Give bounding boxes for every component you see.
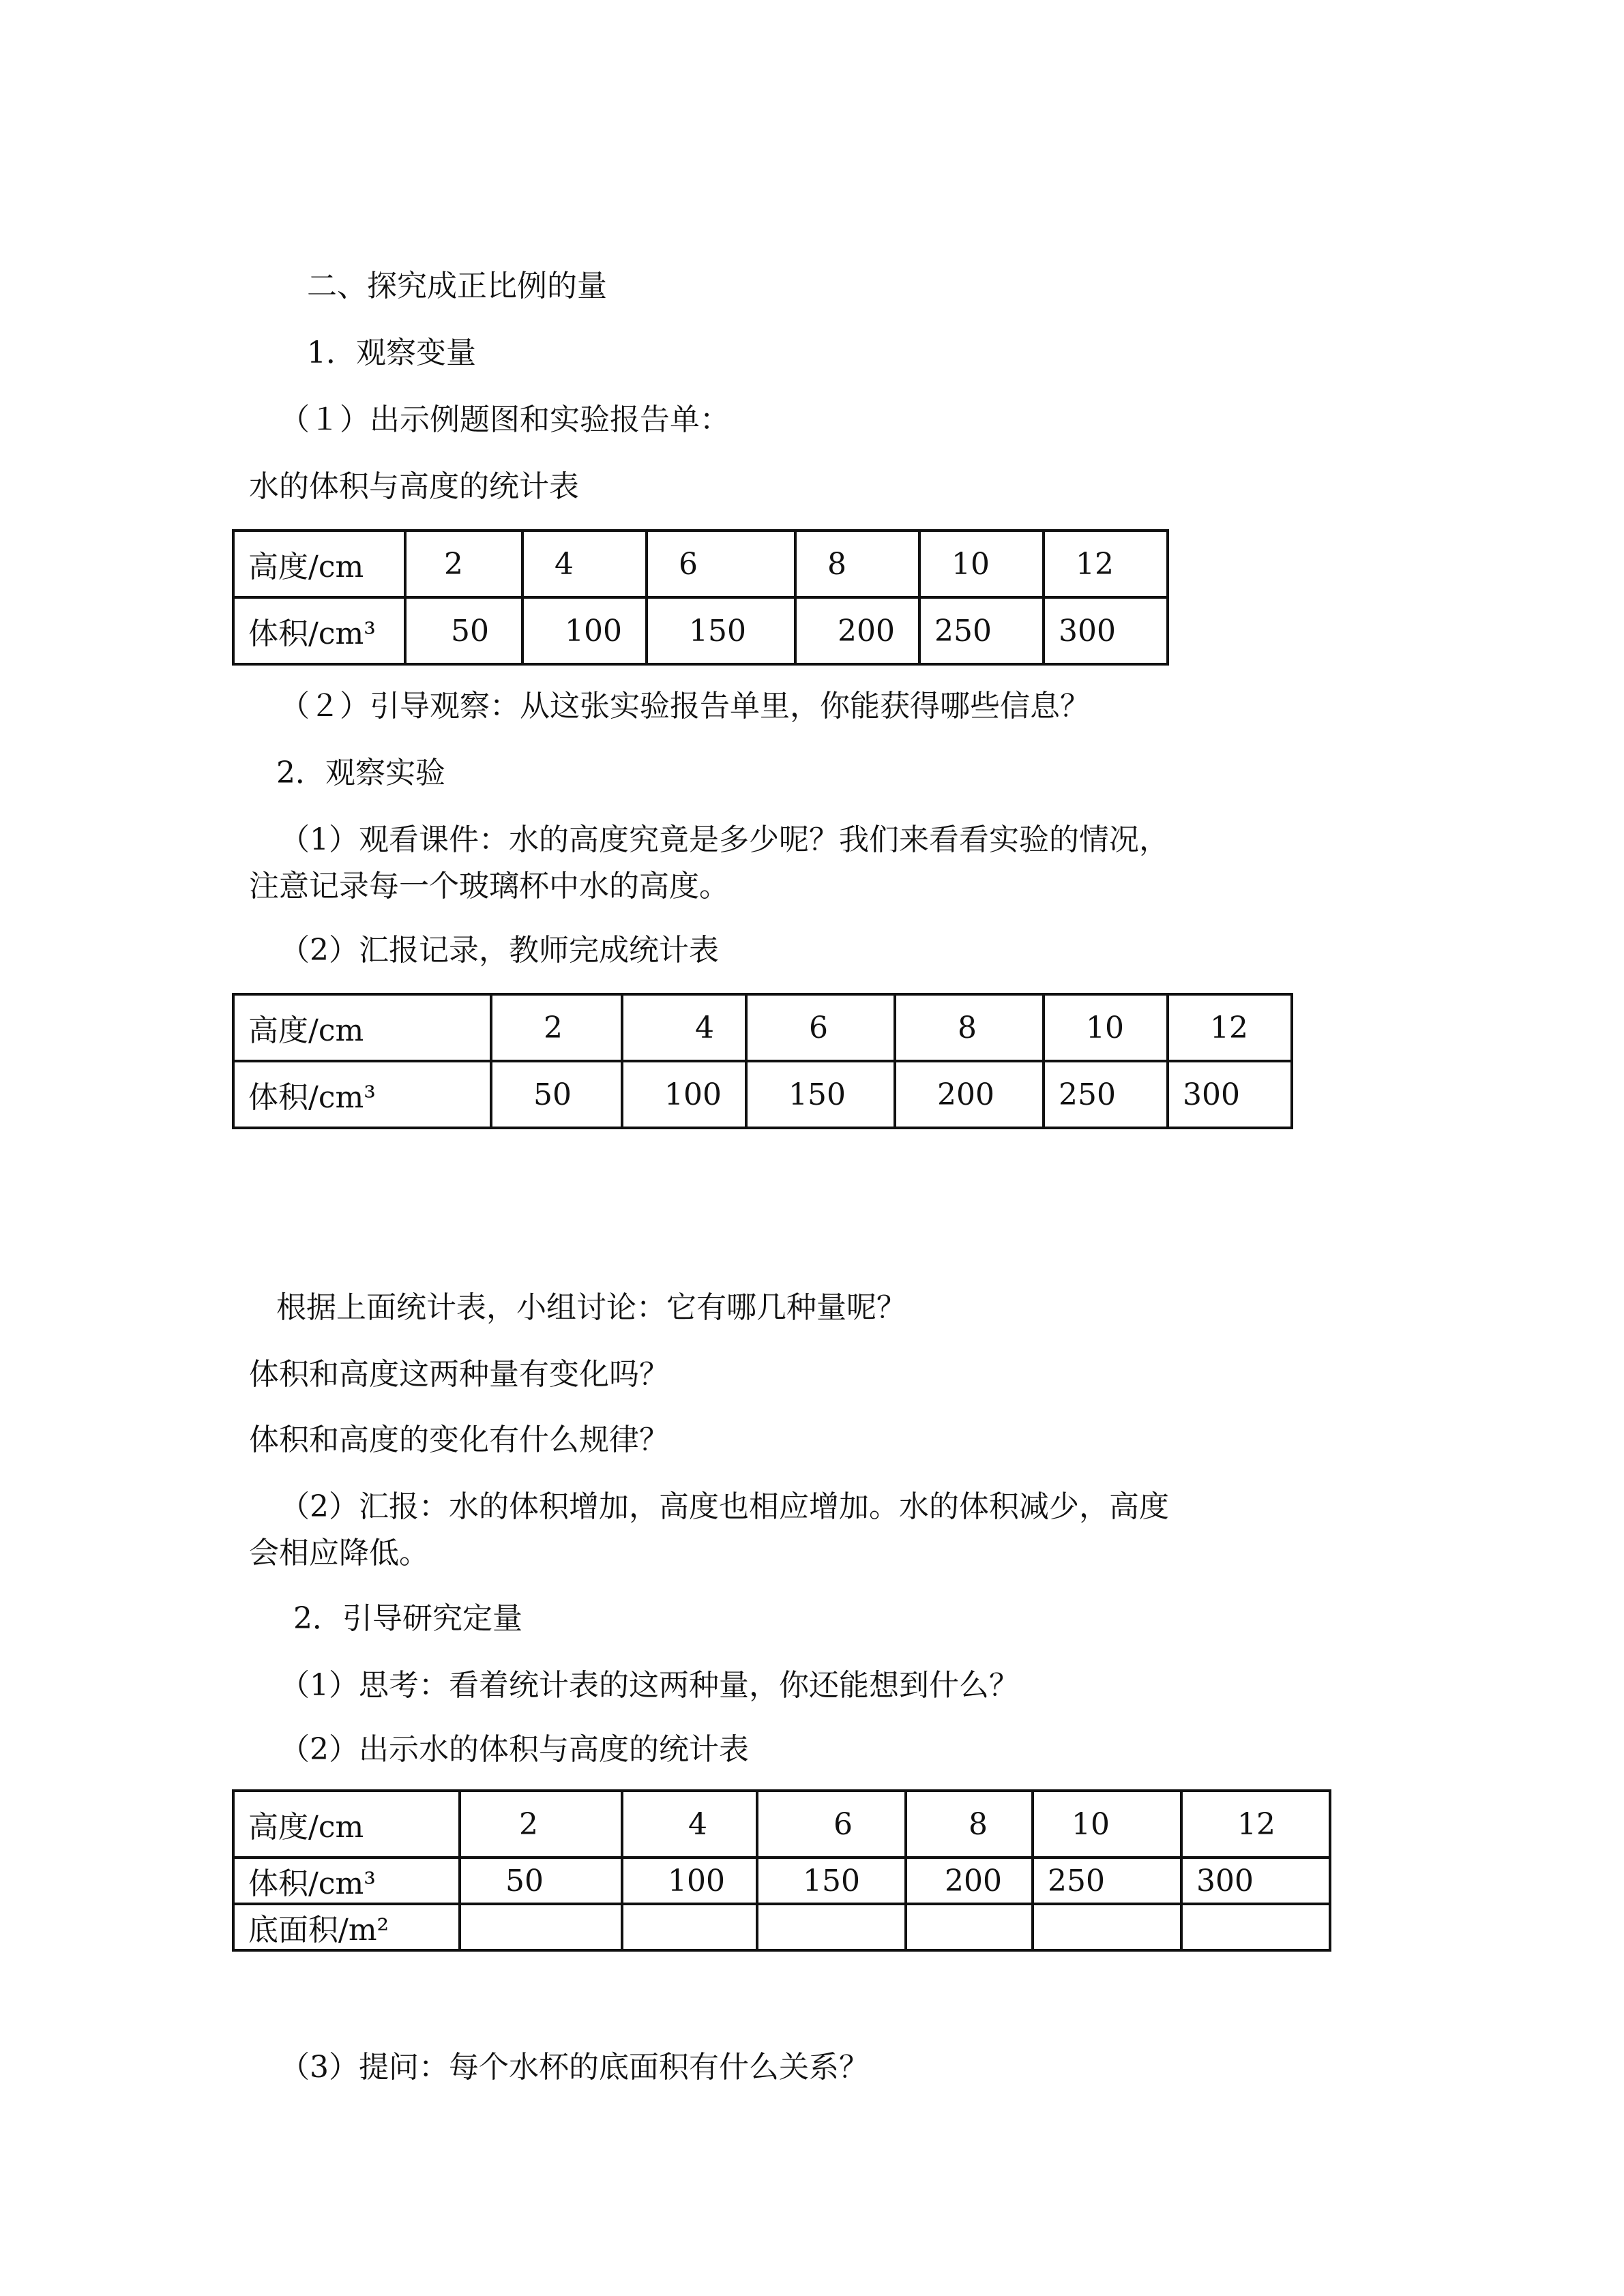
table-3-header-cell: 高度/cm	[233, 1791, 460, 1858]
table-2-header-cell: 高度/cm	[233, 994, 491, 1061]
discussion-line-3: 体积和高度的变化有什么规律？	[249, 1422, 669, 1457]
step-1-title: 1．观察变量	[307, 336, 476, 370]
step-3-title: 2．引导研究定量	[293, 1601, 522, 1636]
step-2-sub-1-line-2: 注意记录每一个玻璃杯中水的高度。	[249, 869, 729, 904]
table-1-cell: 12	[1044, 531, 1168, 597]
table-2-cell: 200	[895, 1061, 1044, 1128]
report-line-2: 会相应降低。	[249, 1536, 429, 1570]
table-3-cell: 300	[1181, 1858, 1330, 1904]
table-3-cell: 8	[906, 1791, 1033, 1858]
table-1-cell: 200	[795, 597, 919, 664]
table-2-row	[233, 1061, 1292, 1128]
table-2	[232, 993, 1293, 1129]
table-3-cell: 200	[906, 1858, 1033, 1904]
table-3-row	[233, 1858, 1330, 1904]
step-2-sub-1-line-1: （1）观看课件：水的高度究竟是多少呢？我们来看看实验的情况，	[280, 822, 1169, 857]
table-3-cell: 4	[622, 1791, 757, 1858]
table-3-cell: 50	[460, 1858, 622, 1904]
table-2-cell: 4	[622, 994, 746, 1061]
table-3-cell: 12	[1181, 1791, 1330, 1858]
table-3-cell: 250	[1033, 1858, 1181, 1904]
step-2-title: 2．观察实验	[276, 756, 445, 790]
table-2-cell: 250	[1044, 1061, 1168, 1128]
table-1-header-cell: 体积/cm³	[233, 597, 405, 664]
table-2-cell: 100	[622, 1061, 746, 1128]
table-2-cell: 50	[491, 1061, 622, 1128]
table-1-cell: 50	[405, 597, 522, 664]
table-2-cell: 2	[491, 994, 622, 1061]
step-1-sub-1: （１）出示例题图和实验报告单：	[280, 402, 730, 437]
section-title: 二、探究成正比例的量	[307, 269, 607, 303]
table-3-cell	[1033, 1904, 1181, 1950]
table-1-row	[233, 597, 1168, 664]
table-2-header-cell: 体积/cm³	[233, 1061, 491, 1128]
table-3	[232, 1789, 1331, 1952]
table-2-cell: 300	[1168, 1061, 1292, 1128]
table-2-cell: 8	[895, 994, 1044, 1061]
step-3-sub-1: （1）思考：看着统计表的这两种量，你还能想到什么？	[280, 1668, 1019, 1703]
table-1-header-cell: 高度/cm	[233, 531, 405, 597]
step-1-sub-2: （２）引导观察：从这张实验报告单里，你能获得哪些信息？	[280, 689, 1090, 724]
table-1-cell: 150	[647, 597, 795, 664]
discussion-line-2: 体积和高度这两种量有变化吗？	[249, 1357, 669, 1392]
table-3-cell	[622, 1904, 757, 1950]
table-1-cell: 250	[919, 597, 1044, 664]
table-3-cell	[1181, 1904, 1330, 1950]
table-2-cell: 12	[1168, 994, 1292, 1061]
table-1-cell: 8	[795, 531, 919, 597]
table-3-cell	[757, 1904, 906, 1950]
table-3-cell: 150	[757, 1858, 906, 1904]
report-line-1: （2）汇报：水的体积增加，高度也相应增加。水的体积减少，高度	[280, 1489, 1169, 1524]
table-3-header-cell: 底面积/m²	[233, 1904, 460, 1950]
step-3-sub-3: （3）提问：每个水杯的底面积有什么关系？	[280, 2050, 869, 2085]
table-1-row	[233, 531, 1168, 597]
table-1	[232, 529, 1169, 666]
table-3-cell: 2	[460, 1791, 622, 1858]
step-3-sub-2: （2）出示水的体积与高度的统计表	[280, 1732, 749, 1767]
table-1-caption: 水的体积与高度的统计表	[249, 469, 579, 504]
table-3-cell	[460, 1904, 622, 1950]
discussion-line-1: 根据上面统计表，小组讨论：它有哪几种量呢？	[276, 1290, 906, 1325]
table-1-cell: 300	[1044, 597, 1168, 664]
table-3-header-cell: 体积/cm³	[233, 1858, 460, 1904]
table-3-cell: 100	[622, 1858, 757, 1904]
table-3-row	[233, 1904, 1330, 1950]
table-3-cell: 6	[757, 1791, 906, 1858]
table-1-cell: 10	[919, 531, 1044, 597]
table-2-cell: 10	[1044, 994, 1168, 1061]
table-1-cell: 6	[647, 531, 795, 597]
table-3-cell: 10	[1033, 1791, 1181, 1858]
table-2-cell: 150	[746, 1061, 895, 1128]
table-1-cell: 100	[522, 597, 647, 664]
table-3-row	[233, 1791, 1330, 1858]
step-2-sub-2: （2）汇报记录，教师完成统计表	[280, 933, 719, 968]
table-1-cell: 4	[522, 531, 647, 597]
table-3-cell	[906, 1904, 1033, 1950]
table-1-cell: 2	[405, 531, 522, 597]
table-2-cell: 6	[746, 994, 895, 1061]
table-2-row	[233, 994, 1292, 1061]
